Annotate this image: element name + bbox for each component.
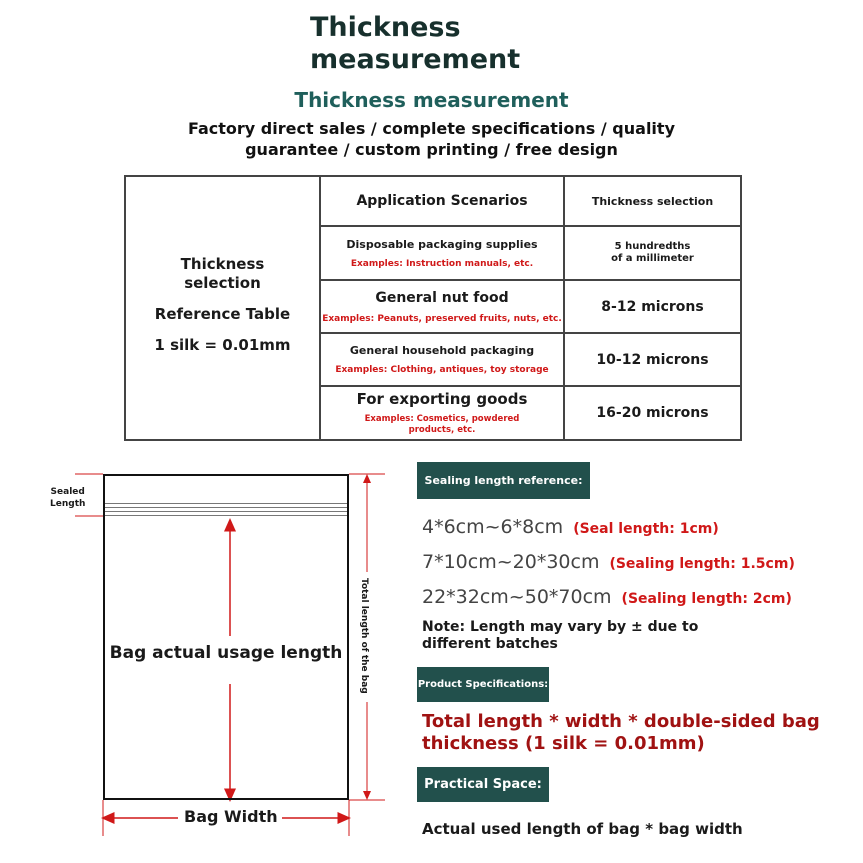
application-example: Examples: Clothing, antiques, toy storage [335, 365, 549, 375]
seal-line [105, 511, 347, 512]
seal-line [105, 507, 347, 508]
practical-space-tag: Practical Space: [417, 767, 549, 802]
size-row [422, 586, 792, 608]
left-header-line1: Thickness [180, 255, 265, 273]
page-title-line1: Thickness [310, 12, 461, 43]
column-header-thickness: Thickness selection [564, 176, 741, 226]
thickness-value-line2: of a millimeter [611, 253, 694, 264]
bag-width-label: Bag Width [180, 807, 282, 826]
page-subtitle: Thickness measurement [294, 88, 569, 112]
sealed-label-line1: Sealed [50, 487, 85, 497]
left-header-reference: Reference Table [154, 305, 291, 323]
product-specifications-tag: Product Specifications: [417, 667, 549, 702]
thickness-value: 16-20 microns [564, 386, 741, 440]
column-header-application: Application Scenarios [320, 176, 564, 226]
application-example: Examples: Instruction manuals, etc. [350, 258, 534, 269]
bag-outline [103, 474, 349, 800]
note-line1: Note: Length may vary by ± due to [422, 619, 699, 635]
seal-length: (Sealing length: 2cm) [621, 591, 792, 607]
batch-note [422, 619, 698, 653]
seal-line [105, 515, 347, 516]
seal-length: (Seal length: 1cm) [573, 521, 719, 537]
total-length-label: Total length of the bag [359, 578, 369, 694]
size-range: 7*10cm~20*30cm [422, 551, 600, 573]
spec-line2: thickness (1 silk = 0.01mm) [422, 733, 705, 754]
thickness-value: 8-12 microns [564, 280, 741, 333]
note-line2: different batches [422, 636, 558, 652]
application-example: Examples: Peanuts, preserved fruits, nuts, etc. [322, 313, 562, 324]
thickness-value: 10-12 microns [564, 333, 741, 386]
application-name: Disposable packaging supplies [346, 237, 538, 251]
sealed-label-line2: Length [50, 499, 86, 509]
application-name: General nut food [375, 289, 509, 306]
usage-length-label: Bag actual usage length [103, 643, 349, 663]
size-range: 4*6cm~6*8cm [422, 516, 564, 538]
size-row [422, 551, 795, 573]
tagline-line2: guarantee / custom printing / free design [245, 140, 618, 159]
left-header-line2: selection [184, 274, 261, 292]
sealing-reference-tag: Sealing length reference: [417, 462, 590, 499]
left-header-silk: 1 silk = 0.01mm [154, 336, 291, 354]
page-title-line2: measurement [310, 44, 521, 75]
tagline-line1: Factory direct sales / complete specifications / quality [187, 119, 675, 138]
thickness-value-line1: 5 hundredths [614, 241, 691, 252]
size-range: 22*32cm~50*70cm [422, 586, 612, 608]
specification-formula [422, 711, 820, 755]
seal-length: (Sealing length: 1.5cm) [609, 556, 795, 572]
application-example-line1: Examples: Cosmetics, powdered [364, 414, 520, 424]
seal-line [105, 503, 347, 504]
spec-line1: Total length * width * double-sided bag [422, 711, 820, 732]
application-example-line2: products, etc. [408, 425, 476, 435]
size-row [422, 516, 719, 538]
application-name: For exporting goods [356, 390, 528, 408]
application-name: General household packaging [349, 344, 535, 357]
practical-space-text: Actual used length of bag * bag width [422, 820, 743, 838]
